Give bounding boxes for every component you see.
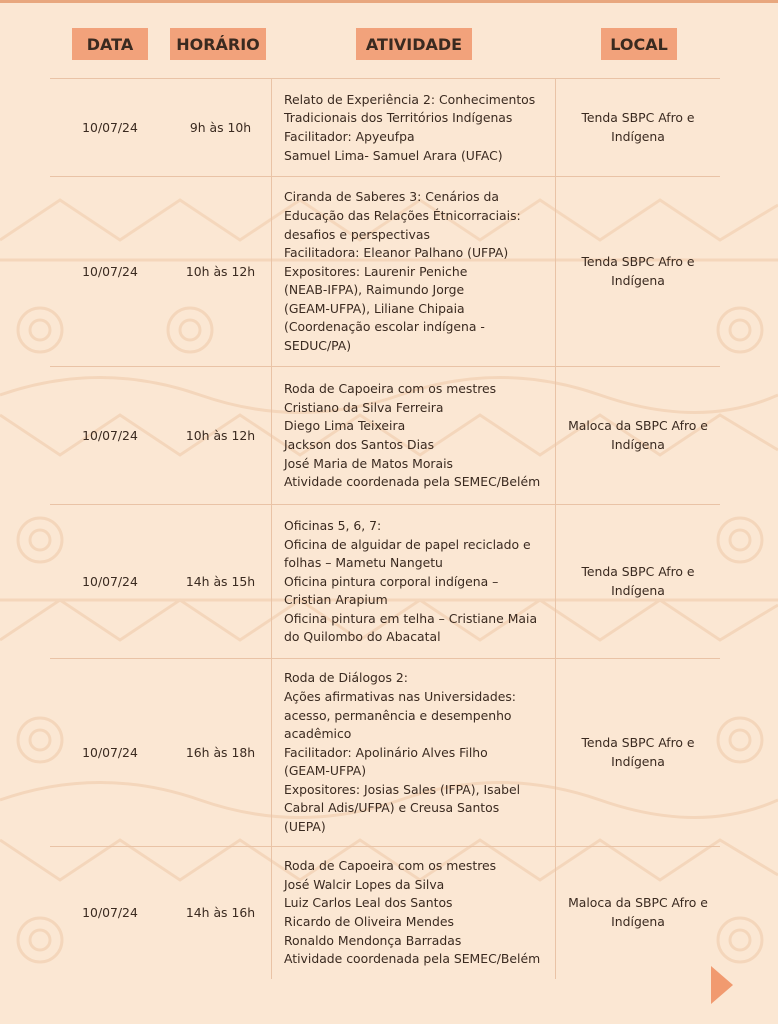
location-line: Indígena bbox=[611, 754, 665, 769]
activity-line: SEDUC/PA) bbox=[284, 338, 352, 354]
column-header-time: HORÁRIO bbox=[170, 28, 266, 60]
location-line: Indígena bbox=[611, 129, 665, 144]
row-date: 10/07/24 bbox=[82, 573, 138, 589]
activity-line: Roda de Capoeira com os mestres bbox=[284, 858, 497, 874]
row-activity bbox=[272, 367, 556, 505]
column-header-activity: ATIVIDADE bbox=[356, 28, 472, 60]
row-location bbox=[556, 79, 720, 177]
row-location bbox=[556, 659, 720, 847]
table-row bbox=[50, 504, 720, 659]
activity-line: Oficina pintura em telha – Cristiane Maia bbox=[284, 610, 538, 626]
activity-line: desafios e perspectivas bbox=[284, 226, 430, 242]
column-header-location: LOCAL bbox=[601, 28, 677, 60]
activity-line: Ciranda de Saberes 3: Cenários da bbox=[284, 189, 499, 205]
row-location bbox=[556, 847, 720, 979]
row-date: 10/07/24 bbox=[82, 904, 138, 920]
table-row bbox=[50, 176, 720, 367]
activity-line: Cristian Arapium bbox=[284, 592, 388, 608]
row-time: 10h às 12h bbox=[170, 177, 272, 367]
activity-line: Atividade coordenada pela SEMEC/Belém bbox=[284, 951, 541, 967]
activity-line: Luiz Carlos Leal dos Santos bbox=[284, 895, 453, 911]
activity-line: (Coordenação escolar indígena - bbox=[284, 319, 485, 335]
activity-line: Ricardo de Oliveira Mendes bbox=[284, 914, 454, 929]
row-date: 10/07/24 bbox=[82, 119, 138, 135]
activity-line: Relato de Experiência 2: Conhecimentos bbox=[284, 91, 536, 107]
row-date: 10/07/24 bbox=[82, 427, 138, 443]
location-line: Tenda SBPC Afro e bbox=[581, 254, 695, 270]
activity-line: Jackson dos Santos Dias bbox=[284, 437, 435, 452]
activity-line: Oficina de alguidar de papel reciclado e bbox=[284, 536, 531, 552]
location-line: Tenda SBPC Afro e bbox=[581, 735, 695, 751]
activity-line: Roda de Capoeira com os mestres bbox=[284, 381, 497, 397]
activity-line: (UEPA) bbox=[284, 819, 326, 835]
location-line: Indígena bbox=[611, 437, 665, 452]
row-time: 14h às 15h bbox=[170, 505, 272, 659]
row-time: 14h às 16h bbox=[170, 847, 272, 979]
activity-line: folhas – Mametu Nangetu bbox=[284, 555, 443, 571]
activity-line: acesso, permanência e desempenho bbox=[284, 707, 512, 723]
row-activity bbox=[272, 177, 556, 367]
table-row bbox=[50, 78, 720, 177]
row-activity bbox=[272, 505, 556, 659]
row-location bbox=[556, 505, 720, 659]
location-line: Indígena bbox=[611, 914, 665, 929]
location-line: Indígena bbox=[611, 583, 665, 598]
activity-line: (GEAM-UFPA) bbox=[284, 763, 367, 779]
row-time: 16h às 18h bbox=[170, 659, 272, 847]
row-activity bbox=[272, 659, 556, 847]
table-row bbox=[50, 658, 720, 847]
row-time: 10h às 12h bbox=[170, 367, 272, 505]
activity-line: Atividade coordenada pela SEMEC/Belém bbox=[284, 474, 541, 490]
activity-line: Ações afirmativas nas Universidades: bbox=[284, 688, 516, 704]
activity-line: Ronaldo Mendonça Barradas bbox=[284, 932, 462, 948]
activity-line: Facilitador: Apyeufpa bbox=[284, 129, 415, 144]
activity-line: do Quilombo do Abacatal bbox=[284, 629, 441, 645]
column-header-date: DATA bbox=[72, 28, 148, 60]
location-line: Maloca da SBPC Afro e bbox=[568, 418, 708, 434]
row-date: 10/07/24 bbox=[82, 263, 138, 279]
activity-line: Educação das Relações Étnicorraciais: bbox=[284, 207, 521, 223]
activity-line: acadêmico bbox=[284, 726, 352, 742]
activity-line: Oficina pintura corporal indígena – bbox=[284, 573, 499, 589]
location-line: Indígena bbox=[611, 273, 665, 288]
row-time: 9h às 10h bbox=[170, 79, 272, 177]
activity-line: Cristiano da Silva Ferreira bbox=[284, 399, 444, 415]
activity-line: Facilitadora: Eleanor Palhano (UFPA) bbox=[284, 245, 509, 261]
location-line: Maloca da SBPC Afro e bbox=[568, 895, 708, 911]
row-location bbox=[556, 177, 720, 367]
next-arrow-icon[interactable] bbox=[711, 966, 733, 1004]
activity-line: (NEAB-IFPA), Raimundo Jorge bbox=[284, 282, 465, 298]
activity-line: Facilitador: Apolinário Alves Filho bbox=[284, 744, 488, 760]
activity-line: (GEAM-UFPA), Liliane Chipaia bbox=[284, 300, 465, 316]
activity-line: Samuel Lima- Samuel Arara (UFAC) bbox=[284, 147, 503, 163]
activity-line: José Maria de Matos Morais bbox=[284, 455, 454, 471]
activity-line: Oficinas 5, 6, 7: bbox=[284, 517, 382, 533]
table-row bbox=[50, 366, 720, 505]
table-row bbox=[50, 846, 720, 979]
row-date: 10/07/24 bbox=[82, 744, 138, 760]
activity-line: Expositores: Josias Sales (IFPA), Isabel bbox=[284, 781, 521, 797]
row-location bbox=[556, 367, 720, 505]
activity-line: José Walcir Lopes da Silva bbox=[284, 876, 445, 892]
location-line: Tenda SBPC Afro e bbox=[581, 564, 695, 580]
activity-line: Cabral Adis/UFPA) e Creusa Santos bbox=[284, 800, 500, 816]
activity-line: Tradicionais dos Territórios Indígenas bbox=[284, 110, 513, 126]
activity-line: Expositores: Laurenir Peniche bbox=[284, 263, 468, 279]
location-line: Tenda SBPC Afro e bbox=[581, 110, 695, 126]
activity-line: Roda de Diálogos 2: bbox=[284, 670, 408, 686]
row-activity bbox=[272, 79, 556, 177]
row-activity bbox=[272, 847, 556, 979]
activity-line: Diego Lima Teixeira bbox=[284, 418, 406, 434]
